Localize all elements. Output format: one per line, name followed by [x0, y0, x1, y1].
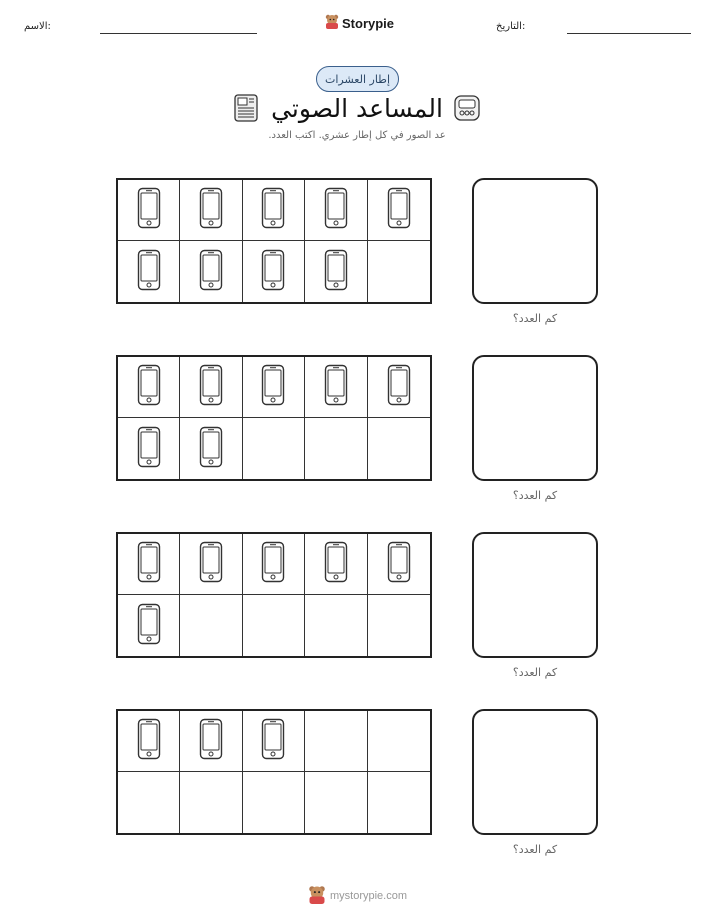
- bear-mascot-icon: [308, 884, 326, 908]
- answer-box[interactable]: [472, 355, 598, 481]
- name-line[interactable]: [100, 33, 257, 34]
- bear-mascot-icon: [325, 13, 339, 33]
- how-many-label: كم العدد؟: [512, 489, 558, 502]
- ten-frame: [116, 355, 432, 481]
- ten-frame-cell: [305, 180, 367, 241]
- smartphone-icon: [261, 187, 285, 233]
- ten-frame-cell: [368, 534, 430, 595]
- date-line[interactable]: [567, 33, 691, 34]
- ten-frame-cell: [368, 357, 430, 418]
- smartphone-icon: [387, 364, 411, 410]
- ten-frame-cell: [368, 595, 430, 656]
- ten-frame-cell: [118, 595, 180, 656]
- smartphone-icon: [199, 187, 223, 233]
- smartphone-icon: [137, 541, 161, 587]
- ten-frame-cell: [243, 534, 305, 595]
- ten-frame-cell: [180, 595, 242, 656]
- ten-frame-cell: [305, 595, 367, 656]
- smartphone-icon: [137, 426, 161, 472]
- smart-speaker-icon: [453, 93, 481, 127]
- smartphone-icon: [137, 603, 161, 649]
- topic-badge: إطار العشرات: [316, 66, 399, 92]
- brand-name: Storypie: [342, 15, 395, 31]
- ten-frame-cell: [180, 534, 242, 595]
- ten-frame: [116, 178, 432, 304]
- ten-frame-cell: [368, 418, 430, 479]
- ten-frame-cell: [305, 772, 367, 833]
- ten-frame-cell: [118, 357, 180, 418]
- smartphone-icon: [324, 187, 348, 233]
- ten-frame-cell: [180, 357, 242, 418]
- answer-box[interactable]: [472, 532, 598, 658]
- ten-frame-cell: [118, 772, 180, 833]
- smartphone-icon: [261, 364, 285, 410]
- smartphone-icon: [261, 718, 285, 764]
- ten-frame-cell: [305, 241, 367, 302]
- ten-frame-cell: [305, 711, 367, 772]
- smartphone-icon: [324, 249, 348, 295]
- answer-box[interactable]: [472, 709, 598, 835]
- footer-url[interactable]: mystorypie.com: [330, 890, 408, 902]
- ten-frame-cell: [118, 418, 180, 479]
- ten-frame-cell: [305, 357, 367, 418]
- ten-frame-cell: [305, 418, 367, 479]
- answer-box[interactable]: [472, 178, 598, 304]
- smartphone-icon: [199, 541, 223, 587]
- ten-frame: [116, 532, 432, 658]
- ten-frame-cell: [180, 711, 242, 772]
- smartphone-icon: [137, 187, 161, 233]
- ten-frame: [116, 709, 432, 835]
- how-many-label: كم العدد؟: [512, 843, 558, 856]
- ten-frame-cell: [368, 241, 430, 302]
- ten-frame-cell: [368, 772, 430, 833]
- ten-frame-cell: [180, 241, 242, 302]
- date-label: التاريخ:: [496, 21, 526, 32]
- ten-frame-cell: [118, 534, 180, 595]
- ten-frame-cell: [180, 418, 242, 479]
- smartphone-icon: [387, 541, 411, 587]
- ten-frame-cell: [243, 241, 305, 302]
- smartphone-icon: [199, 364, 223, 410]
- ten-frame-cell: [180, 772, 242, 833]
- radio-speaker-icon: [233, 93, 259, 127]
- ten-frame-cell: [243, 711, 305, 772]
- smartphone-icon: [324, 541, 348, 587]
- ten-frame-cell: [368, 180, 430, 241]
- ten-frame-cell: [118, 711, 180, 772]
- instructions: عد الصور في كل إطار عشري. اكتب العدد.: [268, 130, 446, 141]
- how-many-label: كم العدد؟: [512, 666, 558, 679]
- page-title: المساعد الصوتي: [271, 94, 443, 123]
- footer: [308, 884, 407, 908]
- ten-frame-cell: [243, 180, 305, 241]
- smartphone-icon: [199, 249, 223, 295]
- smartphone-icon: [324, 364, 348, 410]
- how-many-label: كم العدد؟: [512, 312, 558, 325]
- smartphone-icon: [137, 718, 161, 764]
- ten-frame-cell: [243, 418, 305, 479]
- ten-frame-cell: [368, 711, 430, 772]
- smartphone-icon: [199, 426, 223, 472]
- ten-frame-cell: [305, 534, 367, 595]
- brand-logo: [325, 13, 394, 33]
- ten-frame-cell: [243, 772, 305, 833]
- smartphone-icon: [137, 364, 161, 410]
- smartphone-icon: [261, 249, 285, 295]
- ten-frame-cell: [180, 180, 242, 241]
- ten-frame-cell: [243, 357, 305, 418]
- name-label: الاسم:: [24, 21, 51, 32]
- smartphone-icon: [387, 187, 411, 233]
- ten-frame-cell: [118, 180, 180, 241]
- smartphone-icon: [137, 249, 161, 295]
- ten-frame-cell: [243, 595, 305, 656]
- ten-frame-cell: [118, 241, 180, 302]
- smartphone-icon: [261, 541, 285, 587]
- smartphone-icon: [199, 718, 223, 764]
